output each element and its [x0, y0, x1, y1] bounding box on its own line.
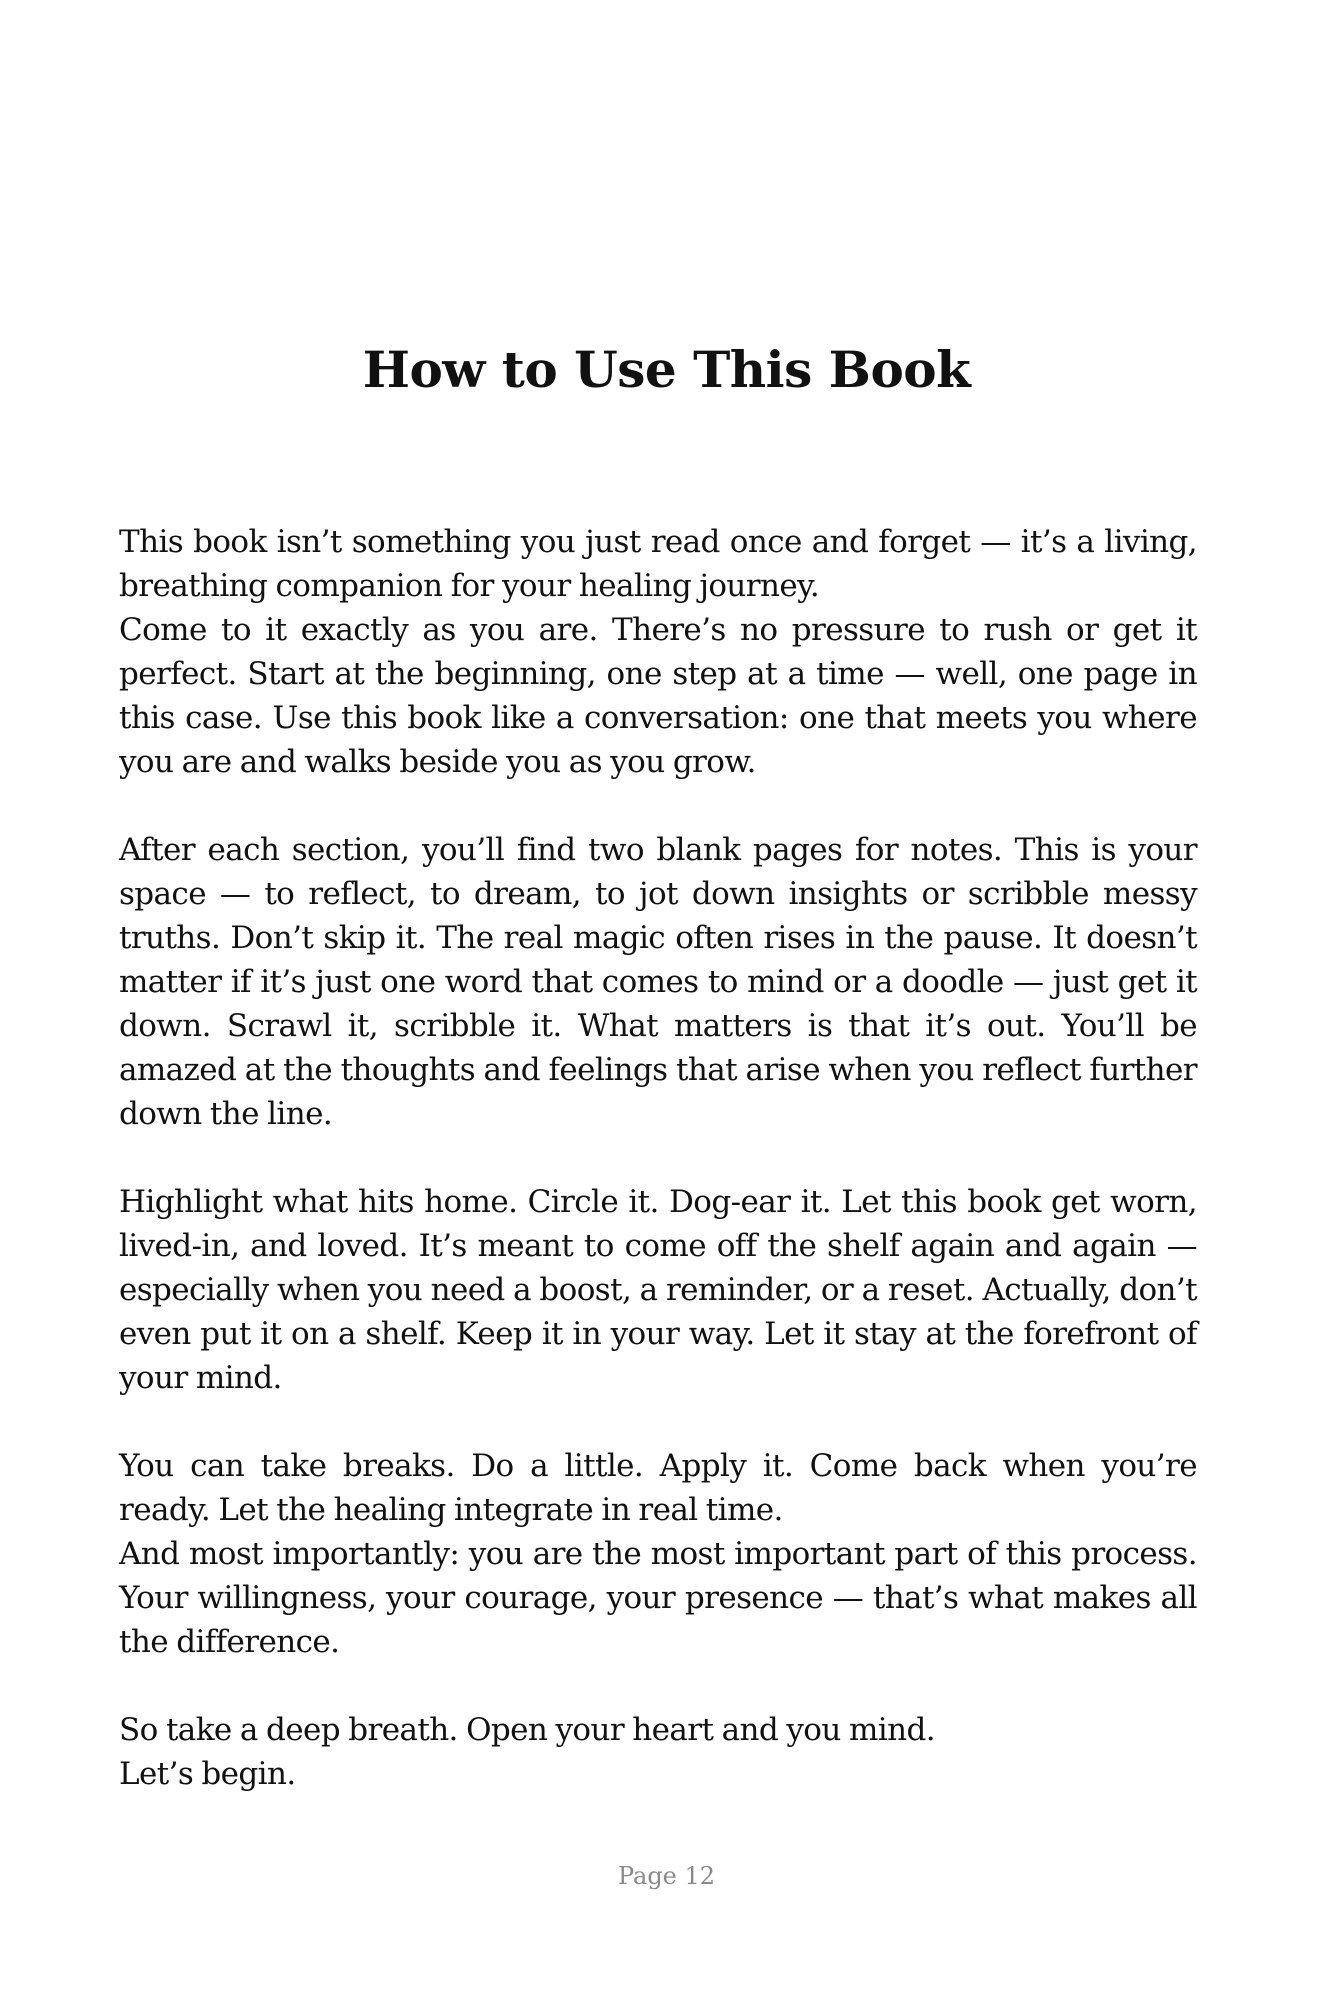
page-title: How to Use This Book: [362, 340, 971, 399]
page-number: Page 12: [617, 1862, 716, 1890]
paragraph-5: [119, 1708, 1197, 1796]
paragraph-3: [119, 1180, 1197, 1400]
paragraph-line: So take a deep breath. Open your heart and you mind.: [119, 1712, 935, 1748]
paragraph-line: This book isn’t something you just read once and forget — it’s a living, breathing companion for your healing journey.: [119, 524, 1197, 604]
paragraph-line: Come to it exactly as you are. There’s no pressure to rush or get it perfect. Start at the beginning, one step at a time — well, one page in this case. Use this book like a conversation: one that meets you where you are and walks beside you as you grow.: [119, 612, 1197, 780]
paragraph-2: [119, 828, 1197, 1136]
paragraph-1: [119, 520, 1197, 784]
paragraph-line: And most importantly: you are the most important part of this process. Your willingness, your courage, your presence — that’s what makes all the difference.: [119, 1536, 1197, 1660]
body-text: [119, 520, 1197, 1840]
paragraph-line: Highlight what hits home. Circle it. Dog-ear it. Let this book get worn, lived-in, and loved. It’s meant to come off the shelf again and again — especially when you need a boost, a reminder, or a reset. Actually, don’t even put it on a shelf. Keep it in your way. Let it stay at the forefront of your mind.: [119, 1184, 1197, 1396]
paragraph-line: You can take breaks. Do a little. Apply it. Come back when you’re ready. Let the healing integrate in real time.: [119, 1448, 1197, 1528]
paragraph-line: Let’s begin.: [119, 1756, 296, 1792]
paragraph-line: After each section, you’ll find two blank pages for notes. This is your space — to reflect, to dream, to jot down insights or scribble messy truths. Don’t skip it. The real magic often rises in the pause. It doesn’t matter if it’s just one word that comes to mind or a doodle — just get it down. Scrawl it, scribble it. What matters is that it’s out. You’ll be amazed at the thoughts and feelings that arise when you reflect further down the line.: [119, 832, 1197, 1132]
paragraph-4: [119, 1444, 1197, 1664]
